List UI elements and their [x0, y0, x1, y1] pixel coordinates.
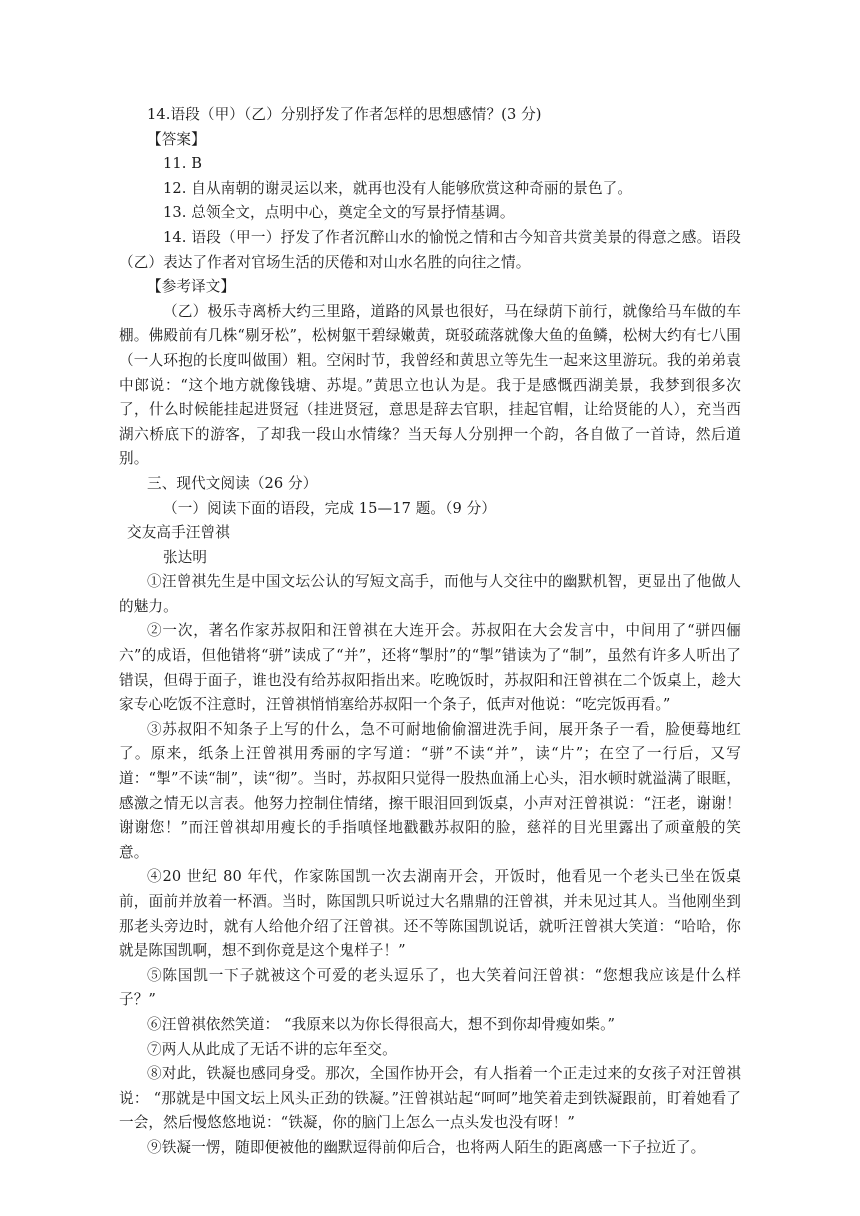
question-14: 14.语段（甲）（乙）分别抒发了作者怎样的思想感情？(3 分)	[147, 106, 542, 123]
answer-11: 11. B	[163, 155, 203, 173]
article-author: 张达明	[163, 548, 208, 566]
article-paragraph-8: ⑧对此，铁凝也感同身受。那次，全国作协开会，有人指着一个正走过来的女孩子对汪曾祺说： “那就是中国文坛上风头正劲的铁凝。”汪曾祺站起“呵呵”地笑着走到铁凝跟前，盯着她看了一会，然后慢悠悠地说：“铁凝，你的脑门上怎么一点头发也没有呀！”	[119, 1065, 741, 1132]
translation-paragraph: （乙）极乐寺离桥大约三里路，道路的风景也很好，马在绿荫下前行，就像给马车做的车棚。佛殿前有几株“剔牙松”，松树躯干碧绿嫩黄，斑驳疏落就像大鱼的鱼鳞，松树大约有七八围（一人环抱的长度叫做围）粗。空闲时节，我曾经和黄思立等先生一起来这里游玩。我的弟弟袁中郎说：“这个地方就像钱塘、苏堤。”黄思立也认为是。我于是感慨西湖美景，我梦到很多次了，什么时候能挂起进贤冠（挂进贤冠，意思是辞去官职，挂起官帽，让给贤能的人），充当西湖六桥底下的游客，了却我一段山水情缘？当天每人分别押一个韵，各自做了一首诗，然后道别。	[119, 302, 741, 468]
answer-12: 12. 自从南朝的谢灵运以来，就再也没有人能够欣赏这种奇丽的景色了。	[163, 179, 633, 197]
answer-14: 14. 语段（甲一）抒发了作者沉醉山水的愉悦之情和古今知音共赏美景的得意之感。语段（乙）表达了作者对官场生活的厌倦和对山水名胜的向往之情。	[119, 228, 741, 271]
article-title: 交友高手汪曾祺	[127, 524, 230, 542]
article-paragraph-7: ⑦两人从此成了无话不讲的忘年至交。	[147, 1040, 397, 1058]
article-paragraph-6: ⑥汪曾祺依然笑道： “我原来以为你长得很高大，想不到你却骨瘦如柴。”	[147, 1015, 616, 1033]
article-paragraph-2: ②一次，著名作家苏叔阳和汪曾祺在大连开会。苏叔阳在大会发言中，中间用了“骈四俪六”的成语，但他错将“骈”读成了“并”，还将“掣肘”的“掣”错读为了“制”，虽然有许多人听出了错误，但碍于面子，谁也没有给苏叔阳指出来。吃晚饭时，苏叔阳和汪曾祺在二个饭桌上，趁大家专心吃饭不注意时，汪曾祺悄悄塞给苏叔阳一个条子，低声对他说：“吃完饭再看。”	[119, 622, 741, 714]
article-paragraph-5: ⑤陈国凯一下子就被这个可爱的老头逗乐了，也大笑着问汪曾祺：“您想我应该是什么样子？”	[119, 966, 741, 1009]
section-three-heading: 三、现代文阅读（26 分）	[147, 474, 318, 492]
article-paragraph-9: ⑨铁凝一愣，随即便被他的幽默逗得前仰后合，也将两人陌生的距离感一下子拉近了。	[147, 1138, 706, 1156]
article-paragraph-4: ④20 世纪 80 年代，作家陈国凯一次去湖南开会，开饭时，他看见一个老头已坐在饭桌前，面前并放着一杯酒。当时，陈国凯只听说过大名鼎鼎的汪曾祺，并未见过其人。当他刚坐到那老头旁边时，就有人给他介绍了汪曾祺。还不等陈国凯说话，就听汪曾祺大笑道：“哈哈，你就是陈国凯啊，想不到你竟是这个鬼样子！”	[119, 868, 741, 960]
document-content	[119, 103, 741, 1161]
answer-13: 13. 总领全文，点明中心，奠定全文的写景抒情基调。	[163, 204, 515, 222]
translation-heading: 【参考译文】	[147, 278, 236, 296]
article-paragraph-1: ①汪曾祺先生是中国文坛公认的写短文高手，而他与人交往中的幽默机智，更显出了他做人的魅力。	[119, 573, 741, 615]
article-paragraph-3: ③苏叔阳不知条子上写的什么，急不可耐地偷偷溜进洗手间，展开条子一看，脸便蓦地红了。原来，纸条上汪曾祺用秀丽的字写道：“骈”不读“并”，读“片”；在空了一行后，又写道：“掣”不读“制”，读“彻”。当时，苏叔阳只觉得一股热血涌上心头，泪水顿时就溢满了眼眶，感激之情无以言表。他努力控制住情绪，擦干眼泪回到饭桌，小声对汪曾祺说：“汪老，谢谢！谢谢您！”而汪曾祺却用瘦长的手指嗔怪地戳戳苏叔阳的脸，慈祥的目光里露出了顽童般的笑意。	[119, 720, 741, 861]
answer-heading: 【答案】	[147, 130, 206, 148]
reading-instructions: （一）阅读下面的语段，完成 15—17 题。（9 分）	[163, 499, 497, 517]
